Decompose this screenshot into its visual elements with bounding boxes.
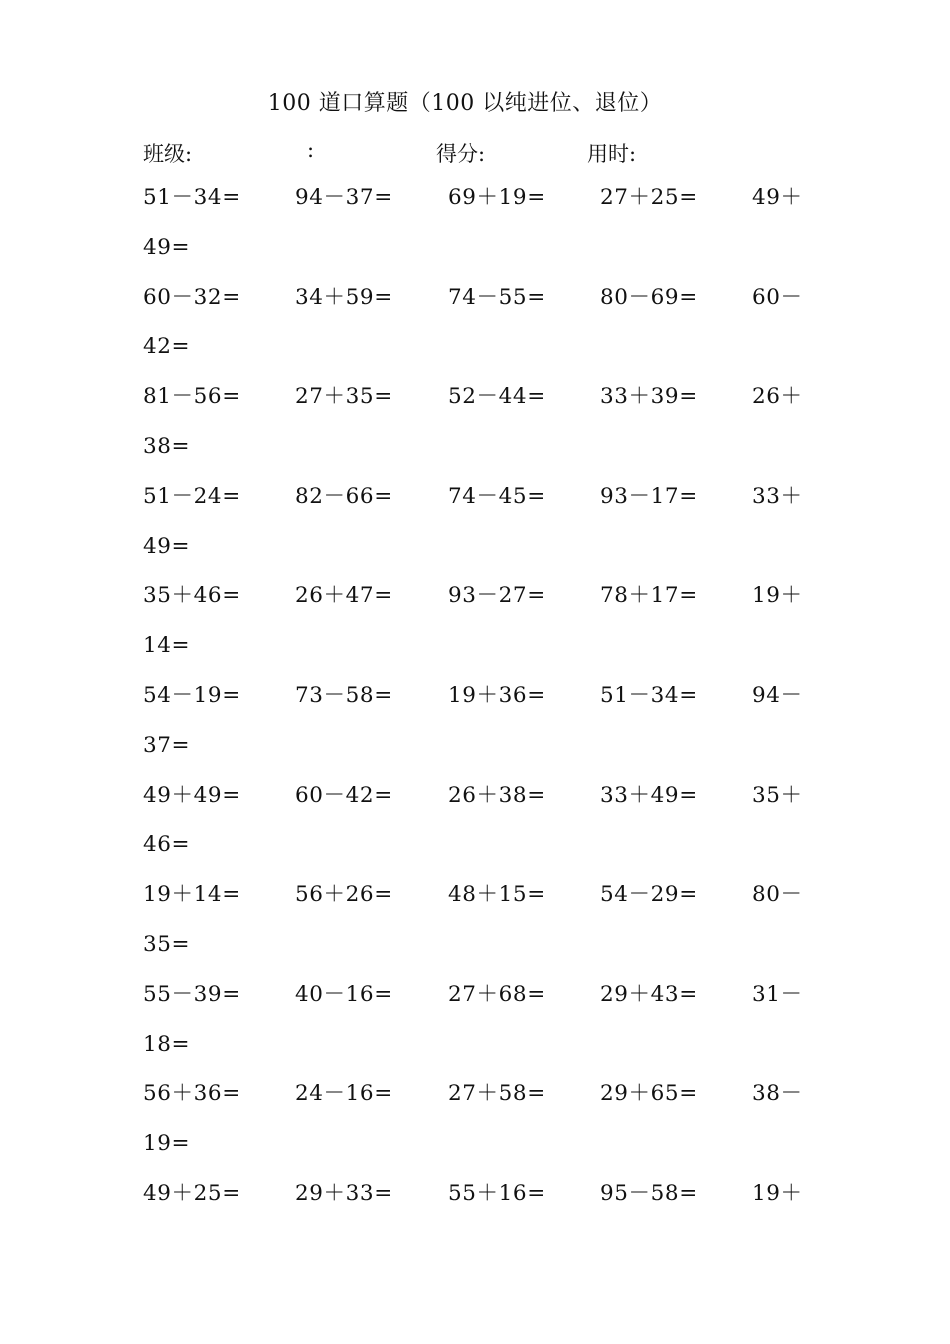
- math-problem: 73－58=: [295, 683, 393, 708]
- math-problem: 93－17=: [600, 483, 698, 509]
- math-problem: 93－27=: [448, 583, 546, 609]
- math-problem: 26＋: [752, 384, 803, 410]
- math-problem: 29＋33=: [295, 1181, 393, 1206]
- time-label: 用时:: [587, 142, 637, 166]
- math-problem: 24－16=: [295, 1081, 393, 1107]
- math-problem: 29＋43=: [600, 981, 698, 1007]
- math-problem: 74－55=: [448, 284, 546, 310]
- math-problem: 94－37=: [295, 185, 393, 210]
- math-problem: 51－34=: [143, 185, 241, 210]
- math-problem: 95－58=: [600, 1181, 698, 1206]
- math-problem: 94－: [752, 683, 803, 708]
- math-problem-wrap: 49=: [143, 533, 191, 559]
- math-problem: 34＋59=: [295, 284, 393, 310]
- math-problem: 19＋: [752, 583, 803, 609]
- math-problem-wrap: 49=: [143, 234, 191, 260]
- math-problem: 56＋26=: [295, 882, 393, 908]
- math-problem: 19＋14=: [143, 882, 241, 908]
- math-problem: 27＋68=: [448, 981, 546, 1007]
- math-problem: 26＋38=: [448, 782, 546, 808]
- math-problem: 81－56=: [143, 384, 241, 410]
- math-problem: 80－69=: [600, 284, 698, 310]
- math-problem: 33＋49=: [600, 782, 698, 808]
- math-problem: 80－: [752, 882, 803, 908]
- math-problem: 27＋25=: [600, 185, 698, 210]
- score-label: 得分:: [436, 142, 486, 166]
- math-problem: 49＋25=: [143, 1181, 241, 1206]
- math-problem: 54－29=: [600, 882, 698, 908]
- math-problem: 51－34=: [600, 683, 698, 708]
- math-problem: 35＋: [752, 782, 803, 808]
- math-problem: 27＋35=: [295, 384, 393, 410]
- math-problem: 35＋46=: [143, 583, 241, 609]
- name-label: :: [307, 138, 315, 162]
- math-problem: 29＋65=: [600, 1081, 698, 1107]
- math-problem: 56＋36=: [143, 1081, 241, 1107]
- math-problem: 55－39=: [143, 981, 241, 1007]
- math-problem-wrap: 42=: [143, 334, 191, 360]
- math-problem: 78＋17=: [600, 583, 698, 609]
- math-problem: 31－: [752, 981, 803, 1007]
- math-problem-wrap: 19=: [143, 1131, 191, 1157]
- math-problem: 69＋19=: [448, 185, 546, 210]
- class-label: 班级:: [143, 142, 193, 166]
- math-problem: 74－45=: [448, 483, 546, 509]
- math-problem: 60－42=: [295, 782, 393, 808]
- math-problem: 55＋16=: [448, 1181, 546, 1206]
- math-problem: 82－66=: [295, 483, 393, 509]
- math-problem: 54－19=: [143, 683, 241, 708]
- math-problem: 19＋: [752, 1181, 803, 1206]
- math-problem: 27＋58=: [448, 1081, 546, 1107]
- math-problem-wrap: 38=: [143, 434, 191, 459]
- math-problem: 52－44=: [448, 384, 546, 410]
- page-title: 100 道口算题（100 以纯进位、退位）: [267, 91, 663, 116]
- math-problem: 60－: [752, 284, 803, 310]
- math-problem-wrap: 37=: [143, 732, 191, 758]
- math-problem-wrap: 14=: [143, 633, 191, 659]
- math-problem: 26＋47=: [295, 583, 393, 609]
- math-problem: 38－: [752, 1081, 803, 1107]
- math-problem: 33＋: [752, 483, 803, 509]
- math-problem: 51－24=: [143, 483, 241, 509]
- math-problem: 19＋36=: [448, 683, 546, 708]
- math-problem: 49＋49=: [143, 782, 241, 808]
- math-problem: 40－16=: [295, 981, 393, 1007]
- math-problem: 33＋39=: [600, 384, 698, 410]
- math-problem-wrap: 18=: [143, 1031, 191, 1057]
- math-problem: 48＋15=: [448, 882, 546, 908]
- math-problem: 60－32=: [143, 284, 241, 310]
- math-problem-wrap: 46=: [143, 832, 191, 858]
- math-problem-wrap: 35=: [143, 932, 191, 957]
- math-problem: 49＋: [752, 185, 803, 210]
